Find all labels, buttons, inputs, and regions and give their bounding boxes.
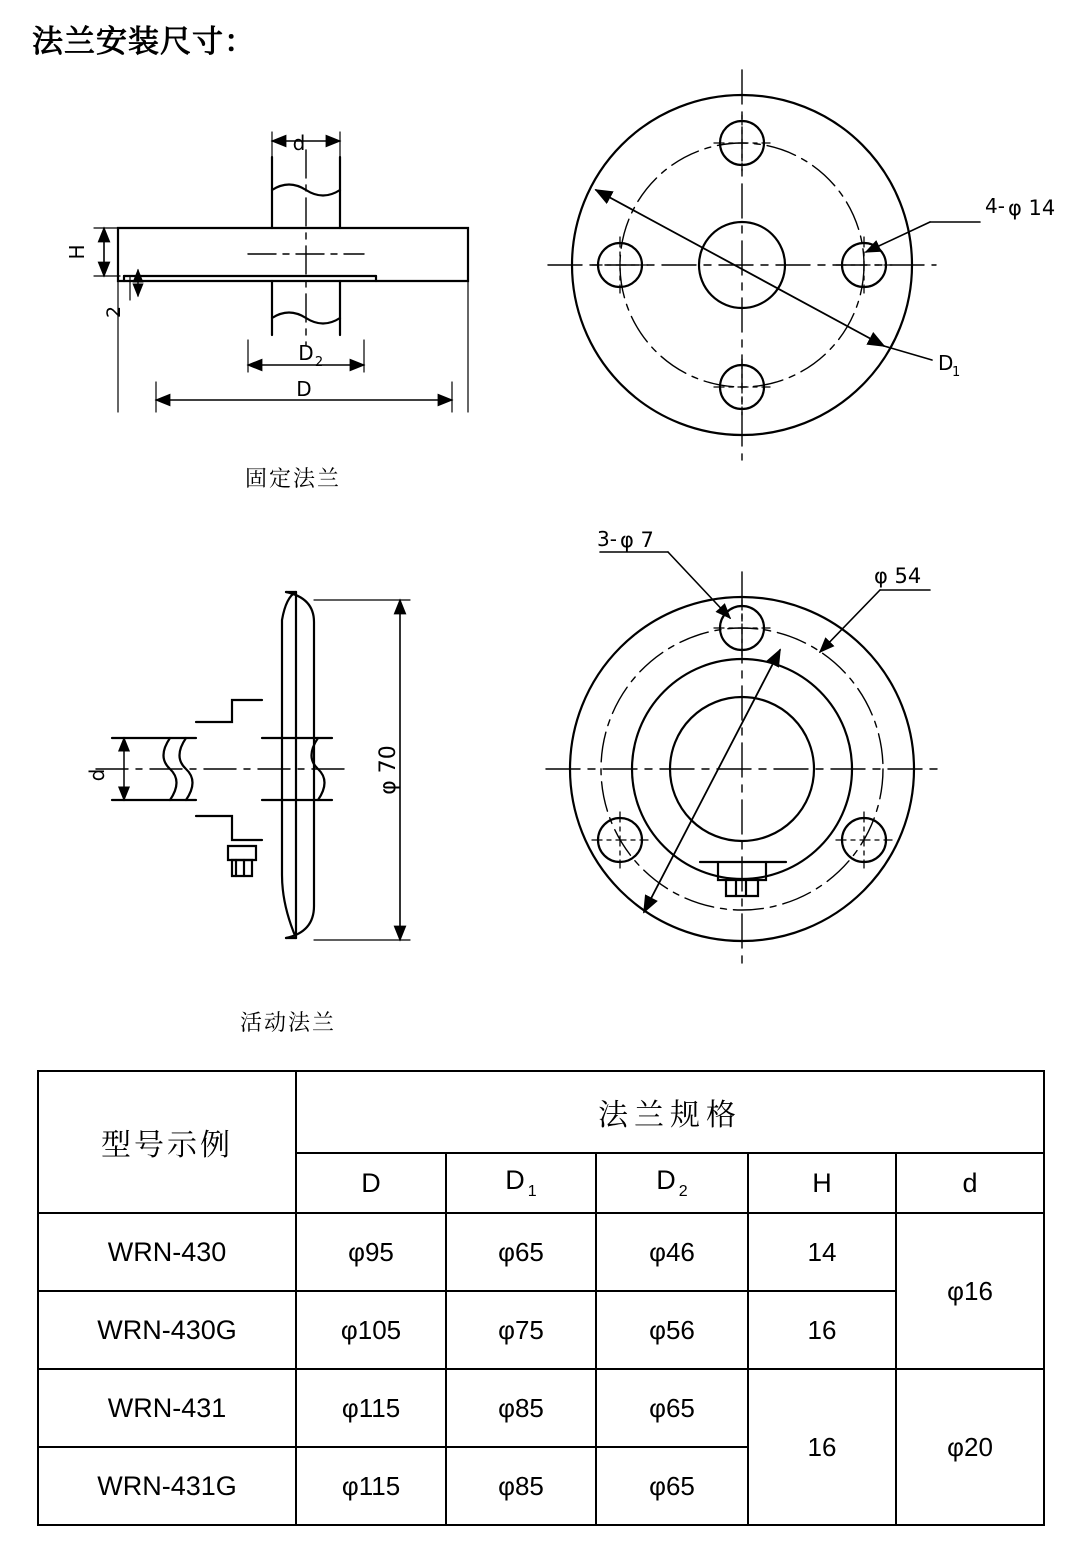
label-3-phi7: 3-: [597, 527, 617, 551]
label-d-fixed: d: [292, 131, 306, 155]
label-D1: D: [938, 351, 954, 375]
page-title: 法兰安装尺寸：: [32, 24, 256, 60]
cell-H: 16: [748, 1369, 896, 1525]
cell-D1: φ85: [446, 1447, 596, 1525]
header-model: 型号示例: [38, 1071, 296, 1213]
label-2-fixed: 2: [103, 305, 125, 319]
cell-model: WRN-430G: [38, 1291, 296, 1369]
header-H: [748, 1153, 896, 1213]
caption-fixed-flange: 固定法兰: [245, 467, 342, 492]
header-D-main: D: [361, 1167, 381, 1198]
cell-model: WRN-430: [38, 1213, 296, 1291]
cell-d: φ16: [896, 1213, 1044, 1369]
label-d-movable: d: [85, 768, 109, 782]
label-H-fixed: H: [65, 244, 89, 260]
cell-model: WRN-431: [38, 1369, 296, 1447]
cell-D: φ115: [296, 1447, 446, 1525]
label-D2-fixed: D: [298, 341, 314, 365]
header-D1: [446, 1153, 596, 1213]
header-H-main: H: [812, 1167, 832, 1198]
header-D2-main: D: [656, 1165, 676, 1196]
cell-D1: φ75: [446, 1291, 596, 1369]
cell-model: WRN-431G: [38, 1447, 296, 1525]
table-row: [38, 1291, 1044, 1369]
table-row: [38, 1369, 1044, 1447]
cell-D1: φ65: [446, 1213, 596, 1291]
label-phi70: φ 70: [376, 745, 401, 795]
cell-D1: φ85: [446, 1369, 596, 1447]
header-d: [896, 1153, 1044, 1213]
flange-spec-table: [37, 1070, 1045, 1526]
header-D1-main: D: [505, 1165, 525, 1196]
label-D2-sub: 2: [314, 355, 324, 370]
cell-D2: φ56: [596, 1291, 748, 1369]
cell-H: 14: [748, 1213, 896, 1291]
cell-D2: φ65: [596, 1369, 748, 1447]
cell-H: 16: [748, 1291, 896, 1369]
header-D1-sub: 1: [527, 1182, 537, 1200]
cell-D: φ105: [296, 1291, 446, 1369]
header-D2: [596, 1153, 748, 1213]
table-row: [38, 1213, 1044, 1291]
label-D1-sub: 1: [952, 365, 961, 380]
cell-D: φ95: [296, 1213, 446, 1291]
label-3-phi7-phi: φ 7: [620, 528, 654, 552]
cell-D2: φ65: [596, 1447, 748, 1525]
header-spec: 法兰规格: [296, 1071, 1044, 1153]
header-D2-sub: 2: [678, 1182, 688, 1200]
table-header-row: [38, 1071, 1044, 1153]
label-phi54: φ 54: [874, 564, 922, 588]
cell-D2: φ46: [596, 1213, 748, 1291]
header-D: [296, 1153, 446, 1213]
label-4-phi14: 4-: [985, 194, 1005, 218]
header-d-main: d: [962, 1167, 978, 1198]
cell-d: φ20: [896, 1369, 1044, 1525]
cell-D: φ115: [296, 1369, 446, 1447]
label-4-phi14-phi: φ 14: [1008, 196, 1056, 220]
caption-movable-flange: 活动法兰: [240, 1011, 337, 1036]
label-D-fixed: D: [296, 377, 312, 401]
